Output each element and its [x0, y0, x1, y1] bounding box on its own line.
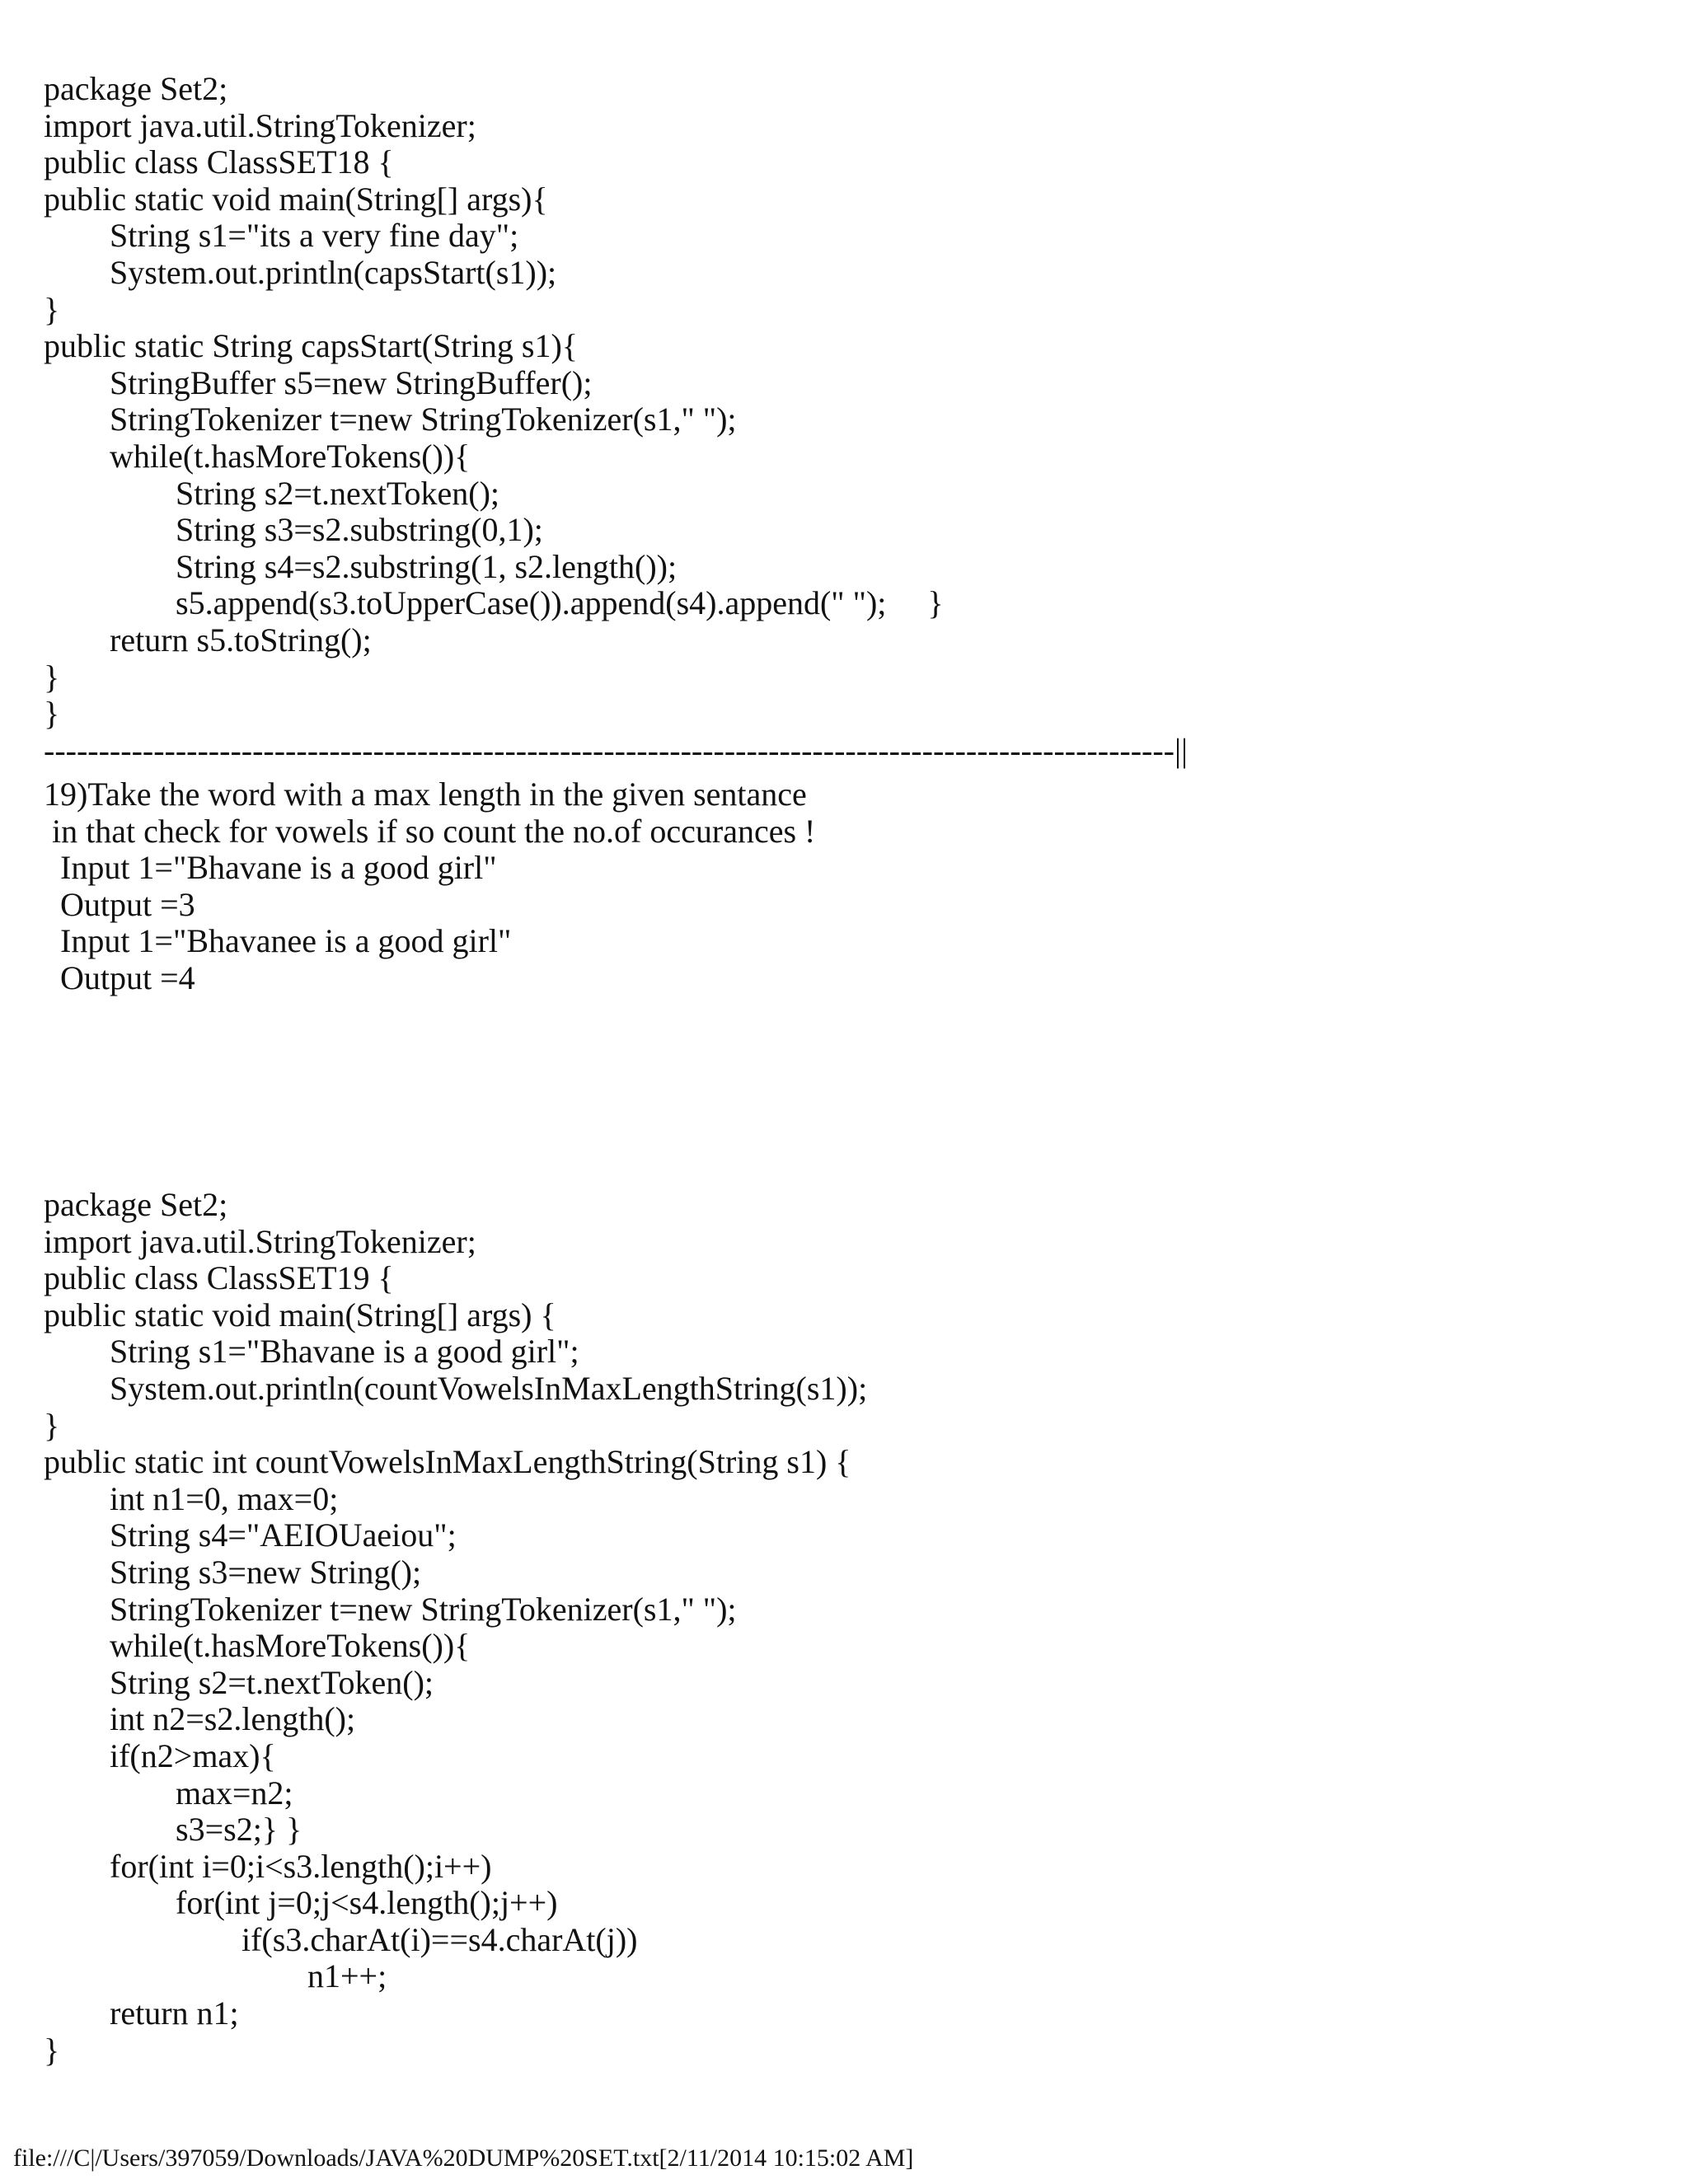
code-line: return s5.toString();	[44, 621, 372, 658]
code-line: -------------------------------------------------------------------------------------------------------||	[44, 731, 1189, 769]
code-line: while(t.hasMoreTokens()){	[44, 1627, 471, 1665]
problem-text-line: 19)Take the word with a max length in the given sentance	[44, 776, 807, 813]
code-line: n1++;	[44, 1957, 387, 1995]
code-line: package Set2;	[44, 1186, 228, 1223]
code-line: if(n2>max){	[44, 1736, 276, 1774]
code-line: import java.util.StringTokenizer;	[44, 1222, 476, 1260]
code-line: }	[44, 658, 60, 696]
code-line: public static String capsStart(String s1){	[44, 327, 579, 365]
code-line: max=n2;	[44, 1774, 293, 1811]
problem-text-line: Input 1="Bhavane is a good girl"	[44, 849, 497, 887]
code-line: }	[44, 290, 60, 328]
code-line: String s2=t.nextToken();	[44, 1663, 434, 1701]
code-line: s5.append(s3.toUpperCase()).append(s4).append(" "); }	[44, 584, 944, 622]
code-line: s3=s2;} }	[44, 1811, 302, 1849]
code-line: StringTokenizer t=new StringTokenizer(s1," ");	[44, 401, 737, 438]
code-line: package Set2;	[44, 70, 228, 107]
code-line: String s3=s2.substring(0,1);	[44, 511, 543, 549]
code-line: String s2=t.nextToken();	[44, 474, 500, 512]
code-line: System.out.println(capsStart(s1));	[44, 253, 557, 291]
code-line: }	[44, 695, 60, 733]
code-line: while(t.hasMoreTokens()){	[44, 437, 471, 475]
code-line: String s4=s2.substring(1, s2.length());	[44, 547, 678, 585]
code-line: public static int countVowelsInMaxLengthString(String s1) {	[44, 1443, 851, 1481]
code-block-classset19	[44, 1187, 867, 2069]
code-line: import java.util.StringTokenizer;	[44, 106, 476, 144]
code-line: String s1="its a very fine day";	[44, 217, 519, 255]
code-line: StringBuffer s5=new StringBuffer();	[44, 363, 593, 401]
code-line: for(int i=0;i<s3.length();i++)	[44, 1847, 492, 1885]
file-path-footer: file:///C|/Users/397059/Downloads/JAVA%20DUMP%20SET.txt[2/11/2014 10:15:02 AM]	[13, 2144, 914, 2172]
code-line: }	[44, 2031, 60, 2069]
code-line: public class ClassSET18 {	[44, 143, 394, 181]
code-line: for(int j=0;j<s4.length();j++)	[44, 1884, 558, 1922]
problem-statement-19	[44, 776, 815, 997]
code-line: return n1;	[44, 1994, 239, 2032]
code-line: String s1="Bhavane is a good girl";	[44, 1333, 579, 1371]
problem-text-line: in that check for vowels if so count the no.of occurances !	[44, 812, 816, 850]
code-block-classset18	[44, 71, 1188, 769]
problem-text-line: Output =4	[44, 958, 195, 996]
code-line: int n1=0, max=0;	[44, 1479, 339, 1517]
problem-text-line: Output =3	[44, 885, 195, 923]
code-line: System.out.println(countVowelsInMaxLengthString(s1));	[44, 1369, 868, 1407]
code-line: String s3=new String();	[44, 1553, 422, 1591]
code-line: public static void main(String[] args){	[44, 180, 548, 218]
code-line: int n2=s2.length();	[44, 1700, 356, 1738]
problem-text-line: Input 1="Bhavanee is a good girl"	[44, 922, 512, 960]
code-line: if(s3.charAt(i)==s4.charAt(j))	[44, 1920, 638, 1958]
code-line: public static void main(String[] args) {	[44, 1296, 556, 1333]
code-line: String s4="AEIOUaeiou";	[44, 1516, 457, 1554]
code-line: StringTokenizer t=new StringTokenizer(s1," ");	[44, 1590, 737, 1628]
code-line: public class ClassSET19 {	[44, 1259, 394, 1297]
code-line: }	[44, 1406, 60, 1444]
